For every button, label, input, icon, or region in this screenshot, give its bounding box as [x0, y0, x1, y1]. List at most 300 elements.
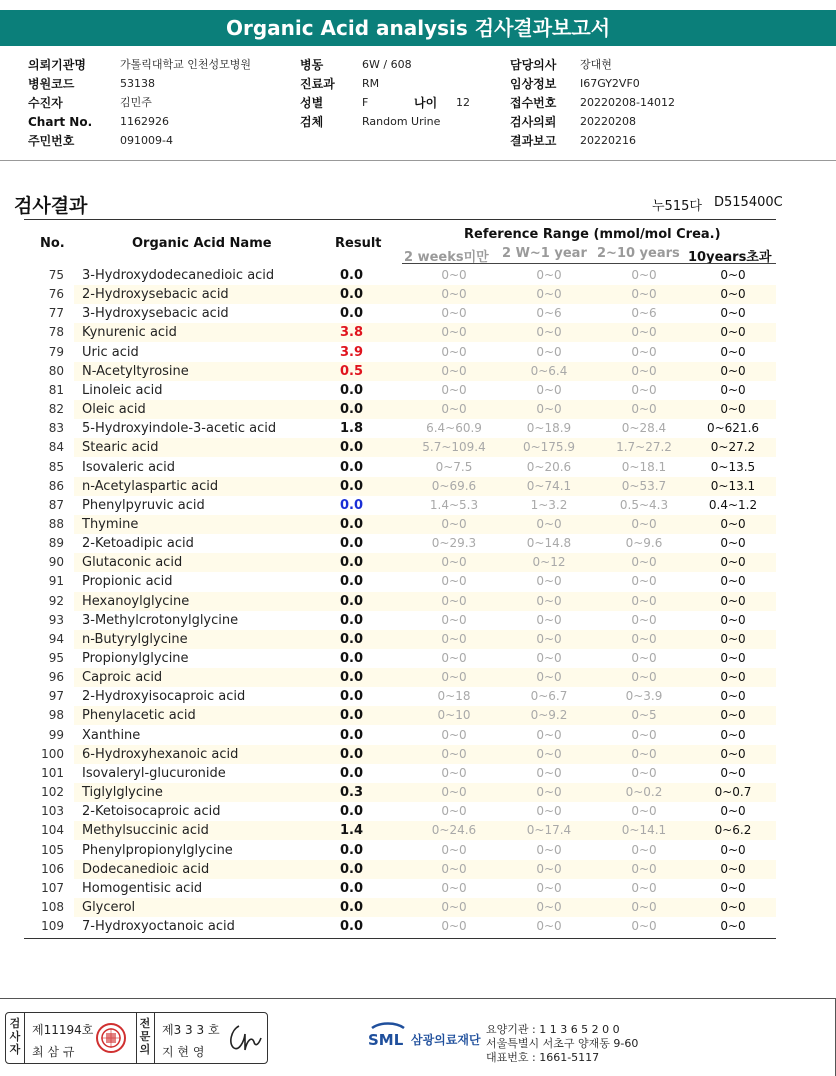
range-2w-1y: 0~6.4	[530, 363, 568, 378]
range-2w-1y: 0~17.4	[526, 823, 572, 838]
ward-info-label: 검체	[300, 115, 324, 129]
range-2-10y: 0~9.6	[625, 536, 663, 551]
table-row	[24, 726, 776, 745]
result-value: 0.0	[340, 765, 364, 781]
acid-name: Tiglylglycine	[82, 785, 163, 801]
row-number: 81	[24, 381, 74, 400]
row-number: 89	[24, 534, 74, 553]
row-number: 96	[24, 668, 74, 687]
row-number: 104	[24, 821, 74, 840]
result-value: 0.0	[340, 478, 364, 494]
acid-name: 3-Methylcrotonylglycine	[82, 612, 239, 628]
acid-name: n-Acetylaspartic acid	[82, 478, 219, 494]
range-over-10y: 0~0	[720, 574, 746, 589]
range-2w-1y: 0~74.1	[526, 478, 572, 493]
range-under-2-weeks: 0~0	[441, 555, 467, 570]
range-under-2-weeks: 0~0	[441, 325, 467, 340]
range-2-10y: 0~0	[631, 631, 657, 646]
range-under-2-weeks: 0~69.6	[431, 478, 477, 493]
result-value: 0.0	[340, 804, 364, 820]
ward-info-value: F	[362, 96, 369, 109]
table-row	[24, 592, 776, 611]
range-under-2-weeks: 0~0	[441, 861, 467, 876]
result-value: 0.5	[340, 363, 364, 379]
range-2w-1y: 0~0	[536, 382, 562, 397]
table-row	[24, 764, 776, 783]
acid-name: Phenylpyruvic acid	[82, 497, 205, 513]
header-result: Result	[335, 236, 382, 251]
report-code-b: D515400C	[714, 195, 783, 210]
range-2w-1y: 0~0	[536, 919, 562, 934]
result-value: 0.0	[340, 402, 364, 418]
range-2w-1y: 0~0	[536, 287, 562, 302]
range-under-2-weeks: 0~0	[441, 402, 467, 417]
inspector-name: 최 삼 규	[32, 1045, 75, 1059]
range-over-10y: 0~0	[720, 727, 746, 742]
row-number: 76	[24, 285, 74, 304]
result-value: 0.0	[340, 306, 364, 322]
table-row	[24, 458, 776, 477]
report-code-a: 누515다	[652, 199, 702, 214]
row-number: 82	[24, 400, 74, 419]
doctor-info-label: 검사의뢰	[510, 115, 557, 129]
result-value: 0.0	[340, 459, 364, 475]
table-row	[24, 879, 776, 898]
range-2w-1y: 0~0	[536, 880, 562, 895]
range-over-10y: 0~0	[720, 536, 746, 551]
range-2-10y: 0~0	[631, 344, 657, 359]
acid-name: Propionic acid	[82, 574, 173, 590]
result-value: 1.8	[340, 421, 364, 437]
range-2w-1y: 0~0	[536, 325, 562, 340]
range-2-10y: 0~0	[631, 919, 657, 934]
range-2w-1y: 0~14.8	[526, 536, 572, 551]
patient-info-value: 53138	[120, 77, 155, 90]
acid-name: Linoleic acid	[82, 382, 163, 398]
inspector-label: 검 사 자	[9, 1017, 21, 1056]
acid-name: Glycerol	[82, 899, 136, 915]
result-value: 0.0	[340, 593, 364, 609]
table-row	[24, 515, 776, 534]
acid-name: Thymine	[82, 516, 139, 532]
table-row	[24, 381, 776, 400]
acid-name: 2-Hydroxyisocaproic acid	[82, 689, 246, 705]
range-under-2-weeks: 5.7~109.4	[422, 440, 486, 455]
info-divider	[0, 160, 836, 161]
table-row	[24, 496, 776, 515]
range-over-10y: 0~0	[720, 919, 746, 934]
range-2w-1y: 0~0	[536, 785, 562, 800]
reference-underline	[402, 263, 776, 264]
result-value: 0.0	[340, 708, 364, 724]
range-2-10y: 0~0	[631, 574, 657, 589]
range-2w-1y: 0~0	[536, 861, 562, 876]
row-number: 80	[24, 362, 74, 381]
range-2w-1y: 0~0	[536, 612, 562, 627]
range-under-2-weeks: 0~0	[441, 593, 467, 608]
range-2w-1y: 0~18.9	[526, 421, 572, 436]
range-under-2-weeks: 0~10	[437, 708, 471, 723]
range-over-10y: 0~0	[720, 651, 746, 665]
ward-info-value: 6W / 608	[362, 58, 412, 71]
range-over-10y: 0~27.2	[710, 440, 756, 455]
age-value: 12	[456, 96, 470, 109]
range-under-2-weeks: 0~0	[441, 919, 467, 934]
row-number: 85	[24, 458, 74, 477]
range-2w-1y: 0~0	[536, 574, 562, 589]
range-under-2-weeks: 0~0	[441, 268, 467, 282]
result-value: 0.0	[340, 536, 364, 552]
patient-info-label: 수진자	[28, 96, 63, 110]
footer-divider	[0, 998, 836, 999]
acid-name: 5-Hydroxyindole-3-acetic acid	[82, 421, 277, 437]
range-over-10y: 0~621.6	[706, 421, 760, 436]
range-under-2-weeks: 0~0	[441, 306, 467, 321]
range-under-2-weeks: 1.4~5.3	[429, 497, 479, 512]
range-2-10y: 0~0	[631, 555, 657, 570]
org-address: 서울특별시 서초구 양재동 9-60	[486, 1037, 639, 1050]
range-under-2-weeks: 0~0	[441, 746, 467, 761]
patient-info-value: 091009-4	[120, 134, 173, 147]
row-number: 109	[24, 917, 74, 936]
range-2w-1y: 0~0	[536, 765, 562, 780]
range-2-10y: 0~0	[631, 593, 657, 608]
range-over-10y: 0~0	[720, 899, 746, 914]
sml-logo-icon	[366, 1020, 410, 1048]
range-2w-1y: 0~12	[532, 555, 566, 570]
doctor-info-label: 접수번호	[510, 96, 557, 110]
row-number: 97	[24, 687, 74, 706]
org-name: 삼광의료재단	[411, 1033, 481, 1047]
acid-name: Stearic acid	[82, 440, 159, 456]
range-2-10y: 0~0	[631, 325, 657, 340]
row-number: 108	[24, 898, 74, 917]
range-2-10y: 0~3.9	[625, 689, 663, 704]
range-2w-1y: 0~0	[536, 727, 562, 742]
range-2w-1y: 0~0	[536, 899, 562, 914]
range-over-10y: 0~0	[720, 555, 746, 570]
table-row	[24, 706, 776, 725]
acid-name: 6-Hydroxyhexanoic acid	[82, 746, 239, 762]
range-2w-1y: 1~3.2	[530, 497, 568, 512]
table-row	[24, 323, 776, 342]
range-2w-1y: 0~0	[536, 268, 562, 282]
table-row	[24, 438, 776, 457]
range-over-10y: 0~0	[720, 402, 746, 417]
range-2w-1y: 0~20.6	[526, 459, 572, 474]
range-over-10y: 0~0	[720, 708, 746, 723]
acid-name: Phenylpropionylglycine	[82, 842, 233, 858]
range-2-10y: 0~0	[631, 287, 657, 302]
range-2-10y: 0~53.7	[621, 478, 667, 493]
acid-name: Phenylacetic acid	[82, 708, 196, 724]
table-row	[24, 534, 776, 553]
table-row	[24, 630, 776, 649]
row-number: 75	[24, 266, 74, 285]
range-2-10y: 0~0	[631, 861, 657, 876]
range-2-10y: 0~0	[631, 363, 657, 378]
header-no: No.	[40, 236, 65, 251]
range-2-10y: 0~18.1	[621, 459, 667, 474]
result-value: 0.0	[340, 880, 364, 896]
range-under-2-weeks: 0~0	[441, 287, 467, 302]
acid-name: Dodecanedioic acid	[82, 861, 210, 877]
range-2-10y: 0~0.2	[625, 785, 663, 800]
range-under-2-weeks: 6.4~60.9	[426, 421, 482, 436]
table-row	[24, 821, 776, 840]
range-2w-1y: 0~0	[536, 516, 562, 531]
doctor-info-label: 담당의사	[510, 58, 557, 72]
result-value: 3.9	[340, 344, 364, 360]
row-number: 79	[24, 343, 74, 362]
range-over-10y: 0~6.2	[714, 823, 752, 838]
range-under-2-weeks: 0~0	[441, 880, 467, 895]
doctor-info-value: 장대현	[580, 58, 612, 71]
specialist-number: 제3 3 3 호	[162, 1023, 220, 1037]
range-2w-1y: 0~0	[536, 593, 562, 608]
table-top-border	[24, 219, 776, 220]
range-2-10y: 0~0	[631, 804, 657, 819]
table-row	[24, 362, 776, 381]
table-row	[24, 611, 776, 630]
range-over-10y: 0~0	[720, 880, 746, 895]
range-under-2-weeks: 0~0	[441, 574, 467, 589]
table-row	[24, 783, 776, 802]
range-over-10y: 0~0	[720, 670, 746, 685]
row-number: 103	[24, 802, 74, 821]
row-number: 90	[24, 553, 74, 572]
range-over-10y: 0~0	[720, 689, 746, 704]
row-number: 86	[24, 477, 74, 496]
row-number: 91	[24, 572, 74, 591]
header-reference: Reference Range (mmol/mol Crea.)	[464, 227, 721, 242]
table-row	[24, 802, 776, 821]
table-row	[24, 687, 776, 706]
result-value: 0.0	[340, 689, 364, 705]
range-over-10y: 0~0	[720, 861, 746, 876]
range-2-10y: 0~28.4	[621, 421, 667, 436]
range-over-10y: 0~13.5	[710, 459, 756, 474]
row-number: 95	[24, 649, 74, 668]
row-number: 84	[24, 438, 74, 457]
range-over-10y: 0~0	[720, 765, 746, 780]
range-2-10y: 0~14.1	[621, 823, 667, 838]
range-over-10y: 0~0	[720, 593, 746, 608]
table-row	[24, 553, 776, 572]
doctor-info-label: 결과보고	[510, 134, 557, 148]
result-value: 0.0	[340, 440, 364, 456]
patient-info-value: 가톨릭대학교 인천성모병원	[120, 58, 252, 71]
doctor-info-value: I67GY2VF0	[580, 77, 640, 90]
row-number: 101	[24, 764, 74, 783]
range-2w-1y: 0~0	[536, 631, 562, 646]
inspector-number: 제11194호	[32, 1023, 94, 1037]
result-value: 0.0	[340, 861, 364, 877]
range-under-2-weeks: 0~18	[437, 689, 471, 704]
result-value: 0.3	[340, 785, 364, 801]
result-value: 0.0	[340, 287, 364, 303]
row-number: 92	[24, 592, 74, 611]
table-row	[24, 285, 776, 304]
range-under-2-weeks: 0~0	[441, 670, 467, 685]
range-under-2-weeks: 0~29.3	[431, 536, 477, 551]
acid-name: 2-Ketoisocaproic acid	[82, 804, 221, 820]
sig-divider-2	[136, 1013, 137, 1063]
result-value: 0.0	[340, 842, 364, 858]
range-over-10y: 0~0	[720, 804, 746, 819]
range-2w-1y: 0~0	[536, 670, 562, 685]
result-value: 0.0	[340, 268, 364, 283]
range-under-2-weeks: 0~0	[441, 363, 467, 378]
range-2-10y: 0~0	[631, 516, 657, 531]
row-number: 78	[24, 323, 74, 342]
range-under-2-weeks: 0~0	[441, 785, 467, 800]
range-2-10y: 0~0	[631, 746, 657, 761]
acid-name: N-Acetyltyrosine	[82, 363, 189, 379]
specialist-name: 지 현 영	[162, 1045, 205, 1059]
row-number: 105	[24, 841, 74, 860]
range-2-10y: 0~0	[631, 402, 657, 417]
range-2-10y: 0~0	[631, 880, 657, 895]
ward-info-value: Random Urine	[362, 115, 441, 128]
row-number: 87	[24, 496, 74, 515]
acid-name: 3-Hydroxydodecanedioic acid	[82, 268, 275, 283]
range-2-10y: 1.7~27.2	[616, 440, 672, 455]
range-under-2-weeks: 0~0	[441, 765, 467, 780]
patient-info-label: 주민번호	[28, 134, 75, 148]
result-value: 0.0	[340, 612, 364, 628]
result-value: 0.0	[340, 516, 364, 532]
result-value: 0.0	[340, 746, 364, 762]
acid-name: 2-Ketoadipic acid	[82, 536, 194, 552]
range-over-10y: 0~0	[720, 516, 746, 531]
table-row	[24, 419, 776, 438]
acid-name: Isovaleric acid	[82, 459, 176, 475]
patient-info-label: 의뢰기관명	[28, 58, 86, 72]
acid-name: Kynurenic acid	[82, 325, 177, 341]
range-2w-1y: 0~0	[536, 746, 562, 761]
acid-name: Oleic acid	[82, 402, 146, 418]
result-value: 0.0	[340, 574, 364, 590]
range-over-10y: 0~0	[720, 612, 746, 627]
result-value: 0.0	[340, 382, 364, 398]
sig-divider-1	[24, 1013, 25, 1063]
acid-name: Caproic acid	[82, 670, 163, 686]
row-number: 99	[24, 726, 74, 745]
acid-name: n-Butyrylglycine	[82, 631, 188, 647]
acid-name: Glutaconic acid	[82, 555, 183, 571]
range-under-2-weeks: 0~0	[441, 651, 467, 665]
range-under-2-weeks: 0~0	[441, 804, 467, 819]
table-row	[24, 343, 776, 362]
range-under-2-weeks: 0~0	[441, 727, 467, 742]
table-row	[24, 649, 776, 668]
range-over-10y: 0.4~1.2	[708, 497, 758, 512]
org-phone: 대표번호 : 1661-5117	[486, 1051, 600, 1064]
range-2w-1y: 0~0	[536, 344, 562, 359]
range-2-10y: 0~6	[631, 306, 657, 321]
range-over-10y: 0~0	[720, 287, 746, 302]
range-2-10y: 0~0	[631, 765, 657, 780]
range-under-2-weeks: 0~0	[441, 382, 467, 397]
table-row	[24, 572, 776, 591]
acid-name: Homogentisic acid	[82, 880, 203, 896]
range-2-10y: 0~0	[631, 899, 657, 914]
doctor-info-value: 20220208-14012	[580, 96, 675, 109]
result-value: 0.0	[340, 919, 364, 935]
result-value: 0.0	[340, 899, 364, 915]
row-number: 98	[24, 706, 74, 725]
range-2-10y: 0~0	[631, 382, 657, 397]
row-number: 100	[24, 745, 74, 764]
range-over-10y: 0~0	[720, 631, 746, 646]
range-over-10y: 0~13.1	[710, 478, 756, 493]
section-title: 검사결과	[14, 195, 88, 217]
range-2w-1y: 0~0	[536, 402, 562, 417]
range-over-10y: 0~0	[720, 842, 746, 857]
range-over-10y: 0~0	[720, 363, 746, 378]
result-value: 0.0	[340, 555, 364, 571]
table-row	[24, 917, 776, 936]
range-over-10y: 0~0.7	[714, 785, 752, 800]
acid-name: Uric acid	[82, 344, 139, 360]
doctor-info-label: 임상정보	[510, 77, 557, 91]
result-value: 0.0	[340, 670, 364, 686]
patient-info-label: Chart No.	[28, 115, 93, 129]
range-2-10y: 0~0	[631, 842, 657, 857]
result-value: 0.0	[340, 631, 364, 647]
ward-info-value: RM	[362, 77, 380, 90]
row-number: 102	[24, 783, 74, 802]
acid-name: Methylsuccinic acid	[82, 823, 209, 839]
range-2-10y: 0.5~4.3	[619, 497, 669, 512]
acid-name: 7-Hydroxyoctanoic acid	[82, 919, 235, 935]
patient-info-value: 김민주	[120, 96, 152, 109]
result-value: 3.8	[340, 325, 364, 341]
header-range-1: 2 weeks미만	[404, 250, 489, 265]
acid-name: Propionylglycine	[82, 651, 189, 666]
row-number: 94	[24, 630, 74, 649]
acid-name: 3-Hydroxysebacic acid	[82, 306, 229, 322]
result-value: 0.0	[340, 651, 364, 666]
doctor-info-value: 20220208	[580, 115, 636, 128]
row-number: 93	[24, 611, 74, 630]
range-under-2-weeks: 0~7.5	[435, 459, 473, 474]
patient-info-value: 1162926	[120, 115, 169, 128]
table-row	[24, 841, 776, 860]
row-number: 107	[24, 879, 74, 898]
range-2w-1y: 0~175.9	[522, 440, 576, 455]
range-under-2-weeks: 0~0	[441, 612, 467, 627]
table-row	[24, 898, 776, 917]
range-over-10y: 0~0	[720, 382, 746, 397]
signature-icon	[225, 1020, 263, 1056]
logo-text: SML	[368, 1031, 404, 1048]
header-range-2: 2 W~1 year	[502, 246, 587, 261]
range-over-10y: 0~0	[720, 268, 746, 282]
acid-name: Xanthine	[82, 727, 141, 743]
specialist-label: 전 문 의	[139, 1017, 151, 1056]
result-value: 0.0	[340, 497, 364, 513]
range-2w-1y: 0~6	[536, 306, 562, 321]
range-over-10y: 0~0	[720, 306, 746, 321]
result-value: 1.4	[340, 823, 364, 839]
range-over-10y: 0~0	[720, 344, 746, 359]
table-bottom-border	[24, 938, 776, 939]
range-under-2-weeks: 0~0	[441, 899, 467, 914]
range-under-2-weeks: 0~0	[441, 516, 467, 531]
range-2w-1y: 0~0	[536, 842, 562, 857]
